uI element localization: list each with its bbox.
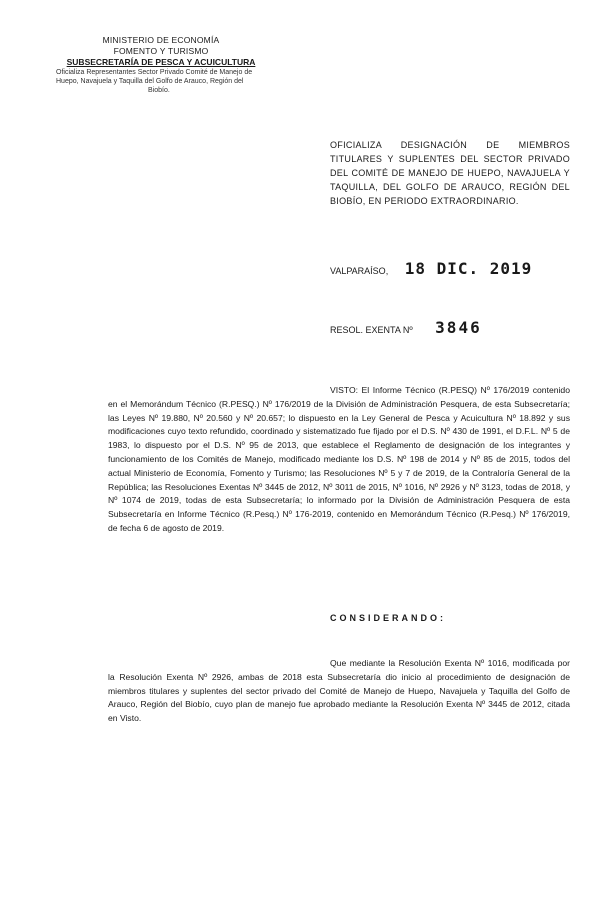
issuer-header <box>56 35 266 95</box>
resolution-number: 3846 <box>435 318 482 337</box>
visto-text: VISTO: El Informe Técnico (R.PESQ) Nº 176/2019 contenido en el Memorándum Técnico (R.PESQ.) Nº 176/2019 de la División de Administración Pesquera, de esta Subsecretaría; las Leyes Nº 19.880, Nº 20.560 y Nº 20.657; lo dispuesto en la Ley General de Pesca y Acuicultura Nº 18.892 y sus modificaciones cuyo texto refundido, coordinado y sistematizado fue fijado por el D.S. Nº 430 de 1991, el D.F.L. Nº 5 de 1983, lo dispuesto por el D.S. Nº 95 de 2013, que establece el Reglamento de designación de los integrantes y funcionamiento de los Comités de Manejo, modificado mediante los D.S. Nº 198 de 2014 y Nº 85 de 2015, todos del actual Ministerio de Economía, Fomento y Turismo; las Resoluciones Nº 5 y 7 de 2019, de la Contraloría General de la República; las Resoluciones Exentas Nº 3445 de 2012, Nº 3011 de 2015, Nº 1016, Nº 2926 y Nº 3123, todas de 2018, y Nº 1074 de 2019, todas de esta Subsecretaría; lo informado por la División de Administración Pesquera de esta Subsecretaría en Informe Técnico (R.Pesq.) Nº 176-2019, contenido en Memorándum Técnico (R.Pesq.) Nº 176/2019, de fecha 6 de agosto de 2019. <box>108 385 570 533</box>
considerando-heading: CONSIDERANDO: <box>330 613 447 623</box>
place-label: VALPARAÍSO, <box>330 266 389 276</box>
ministry-name-line1: MINISTERIO DE ECONOMÍA <box>102 35 220 45</box>
document-title: OFICIALIZA DESIGNACIÓN DE MIEMBROS TITULARES Y SUPLENTES DEL SECTOR PRIVADO DEL COMITÉ DE MANEJO DE HUEPO, NAVAJUELA Y TAQUILLA, DEL GOLFO DE ARAUCO, REGIÓN DEL BIOBÍO, EN PERIODO EXTRAORDINARIO. <box>330 140 570 206</box>
header-note-line2: Huepo, Navajuela y Taquilla del Golfo de Arauco, Región del <box>56 78 244 85</box>
subsecretaria-name: SUBSECRETARÍA DE PESCA Y ACUICULTURA <box>66 57 256 67</box>
visto-paragraph <box>108 384 570 536</box>
considerando-text: Que mediante la Resolución Exenta Nº 1016, modificada por la Resolución Exenta Nº 2926, ambas de 2018 esta Subsecretaría dio inicio al procedimiento de designación de miembros titulares y suplentes del sector privado del Comité de Manejo de Huepo, Navajuela y Taquilla del Golfo de Arauco, Región del Biobío, cuyo plan de manejo fue aprobado mediante la Resolución Exenta Nº 3445 de 2012, citada en Visto. <box>108 658 570 724</box>
resolution-label: RESOL. EXENTA Nº <box>330 325 413 335</box>
header-note-line1: Oficializa Representantes Sector Privado Comité de Manejo de <box>56 69 253 76</box>
place-date-line <box>330 259 532 278</box>
ministry-name-line2: FOMENTO Y TURISMO <box>113 46 209 56</box>
resolution-number-line <box>330 318 482 337</box>
date-stamp: 18 DIC. 2019 <box>404 259 533 278</box>
considerando-paragraph <box>108 657 570 726</box>
header-note-line3: Biobío. <box>148 87 170 94</box>
